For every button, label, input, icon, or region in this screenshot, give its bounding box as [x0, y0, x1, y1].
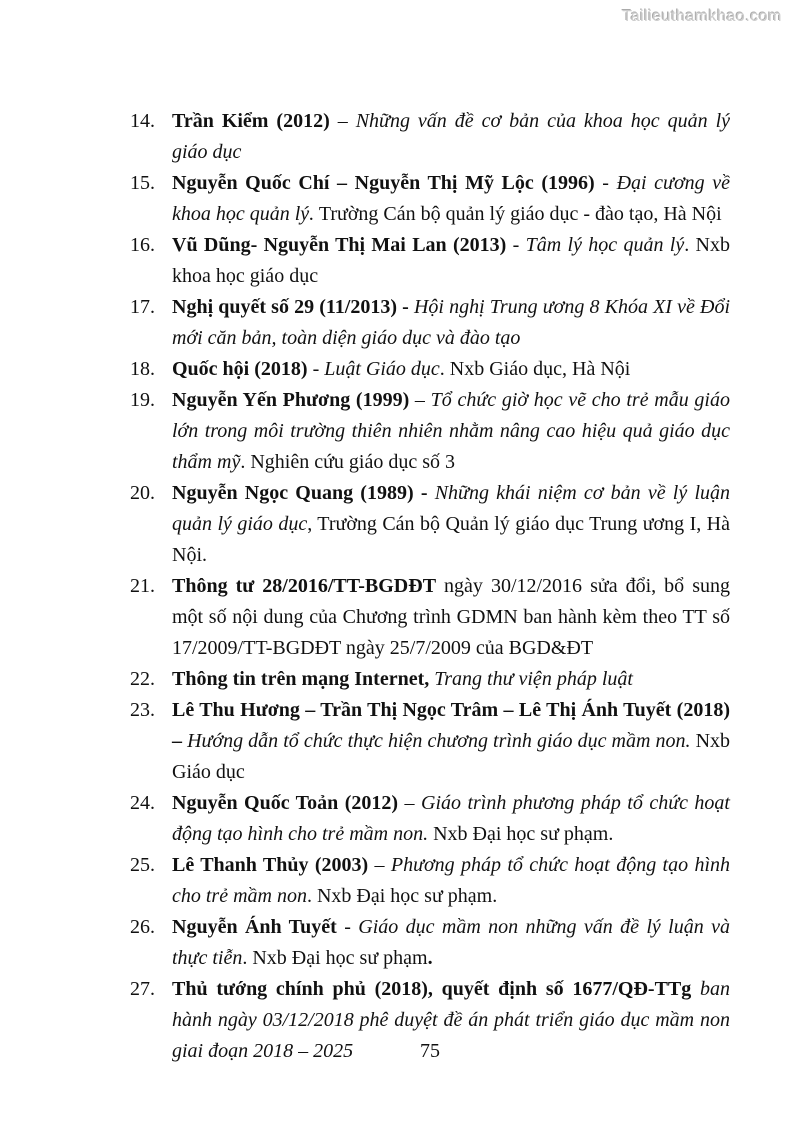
reference-number: 15.: [130, 172, 155, 194]
reference-text-segment: Luật Giáo dục: [324, 358, 440, 380]
reference-text-segment: Tổ chức giờ học vẽ cho trẻ mẫu giáo lớn trong môi trường thiên nhiên nhằm nâng cao hiệu quả giáo dục thẩm mỹ: [172, 389, 730, 473]
reference-text-segment: Thông tin trên mạng Internet,: [172, 668, 430, 690]
reference-text-segment: Những khái niệm cơ bản về lý luận quản lý giáo dục: [172, 482, 730, 535]
reference-text-segment: .: [427, 947, 433, 969]
reference-list: [130, 106, 730, 1067]
reference-item-18: [130, 354, 730, 385]
reference-text-segment: -: [506, 234, 526, 256]
reference-text-segment: -: [336, 916, 359, 938]
page-number: 75: [420, 1040, 440, 1062]
reference-item-19: [130, 385, 730, 478]
reference-item-26: [130, 912, 730, 974]
reference-text-segment: Nguyễn Quốc Chí – Nguyễn Thị Mỹ Lộc (1996): [172, 172, 595, 194]
reference-text-segment: Trường Cán bộ quản lý giáo dục - đào tạo, Hà Nội: [314, 203, 722, 225]
reference-number: 19.: [130, 389, 155, 411]
reference-text-segment: Hội nghị Trung ương 8 Khóa XI về Đổi mới căn bản, toàn diện giáo dục và đào tạo: [172, 296, 730, 349]
reference-number: 27.: [130, 978, 155, 1000]
reference-item-22: [130, 664, 730, 695]
reference-text-segment: ban hành ngày 03/12/2018 phê duyệt đề án phát triển giáo dục mầm non giai đoạn 2018 – 2025: [172, 978, 731, 1062]
reference-item-16: [130, 230, 730, 292]
reference-text-segment: . Nghiên cứu giáo dục số 3: [240, 451, 456, 473]
reference-number: 20.: [130, 482, 155, 504]
reference-item-24: [130, 788, 730, 850]
reference-number: 24.: [130, 792, 155, 814]
watermark-text: Tailieuthamkhao.com: [622, 8, 782, 25]
reference-text-segment: . Nxb Đại học sư phạm: [242, 947, 428, 969]
reference-number: 18.: [130, 358, 155, 380]
reference-text-segment: Nxb Đại học sư phạm.: [428, 823, 614, 845]
reference-text-segment: Đại cương về khoa học quản lý.: [172, 172, 730, 225]
reference-text-segment: Nguyễn Yến Phương (1999): [172, 389, 410, 411]
reference-text-segment: . Nxb khoa học giáo dục: [172, 234, 731, 287]
reference-text-segment: –: [409, 389, 431, 411]
reference-text-segment: Thông tư 28/2016/TT-BGDĐT: [172, 575, 437, 597]
reference-text-segment: –: [398, 792, 421, 814]
reference-item-15: [130, 168, 730, 230]
reference-text-segment: Lê Thanh Thủy (2003): [172, 854, 369, 876]
reference-item-17: [130, 292, 730, 354]
reference-item-21: [130, 571, 730, 664]
reference-text-segment: . Nxb Đại học sư phạm.: [306, 885, 498, 907]
reference-item-20: [130, 478, 730, 571]
reference-number: 22.: [130, 668, 155, 690]
reference-number: 23.: [130, 699, 155, 721]
reference-text-segment: Tâm lý học quản lý: [525, 234, 685, 256]
reference-text-segment: Nguyễn Ánh Tuyết: [172, 916, 337, 938]
reference-text-segment: Giáo trình phương pháp tổ chức hoạt động tạo hình cho trẻ mầm non.: [172, 792, 730, 845]
reference-text-segment: Trần Kiểm (2012): [172, 110, 330, 132]
reference-text-segment: ngày 30/12/2016 sửa đổi, bổ sung một số nội dung của Chương trình GDMN ban hành kèm theo TT số 17/2009/TT-BGDĐT ngày 25/7/2009 của BGD&ĐT: [172, 575, 730, 659]
reference-text-segment: Nguyễn Ngọc Quang (1989) -: [172, 482, 435, 504]
reference-text-segment: –: [368, 854, 391, 876]
reference-item-25: [130, 850, 730, 912]
reference-text-segment: Hướng dẫn tổ chức thực hiện chương trình giáo dục mầm non.: [187, 730, 691, 752]
reference-number: 26.: [130, 916, 155, 938]
reference-text-segment: -: [307, 358, 325, 380]
reference-number: 21.: [130, 575, 155, 597]
reference-text-segment: Trang thư viện pháp luật: [429, 668, 633, 690]
reference-text-segment: Lê Thu Hương – Trần Thị Ngọc Trâm – Lê Thị Ánh Tuyết (2018) –: [172, 699, 730, 752]
reference-number: 16.: [130, 234, 155, 256]
reference-item-14: [130, 106, 730, 168]
reference-number: 17.: [130, 296, 155, 318]
reference-text-segment: Quốc hội (2018): [172, 358, 308, 380]
reference-text-segment: -: [594, 172, 617, 194]
reference-text-segment: Nxb Giáo dục: [172, 730, 731, 783]
reference-text-segment: Những vấn đề cơ bản của khoa học quản lý giáo dục: [172, 110, 731, 163]
reference-item-23: [130, 695, 730, 788]
reference-text-segment: Nguyễn Quốc Toản (2012): [172, 792, 399, 814]
reference-text-segment: Vũ Dũng- Nguyễn Thị Mai Lan (2013): [172, 234, 507, 256]
reference-text-segment: Nghị quyết số 29 (11/2013) -: [172, 296, 414, 318]
reference-number: 14.: [130, 110, 155, 132]
reference-text-segment: , Trường Cán bộ Quản lý giáo dục Trung ương I, Hà Nội.: [172, 513, 730, 566]
reference-text-segment: –: [329, 110, 356, 132]
reference-text-segment: Phương pháp tổ chức hoạt động tạo hình cho trẻ mầm non: [172, 854, 731, 907]
reference-text-segment: Thủ tướng chính phủ (2018), quyết định số 1677/QĐ-TTg: [172, 978, 692, 1000]
reference-text-segment: . Nxb Giáo dục, Hà Nội: [439, 358, 631, 380]
reference-text-segment: Giáo dục mầm non những vấn đề lý luận và thực tiễn: [172, 916, 730, 969]
reference-number: 25.: [130, 854, 155, 876]
